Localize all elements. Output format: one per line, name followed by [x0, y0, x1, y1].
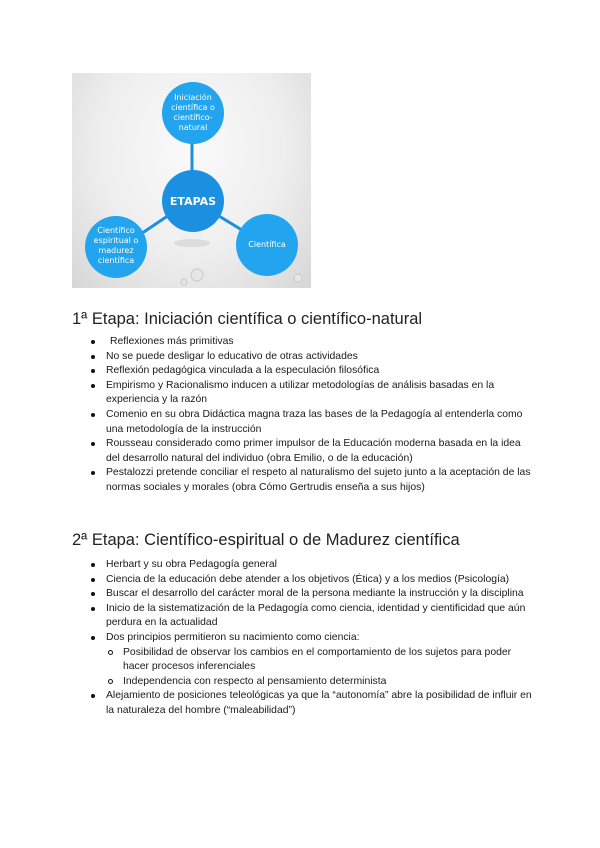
list-item: Inicio de la sistematización de la Pedagogía como ciencia, identidad y cientificidad que aún perdura en la actualidad: [88, 602, 533, 631]
sublist-item: Independencia con respecto al pensamiento determinista: [88, 675, 533, 690]
section1-title: 1ª Etapa: Iniciación científica o científico-natural: [72, 310, 423, 328]
section2-sublist: [88, 646, 533, 690]
list-item: No se puede desligar lo educativo de otras actividades: [88, 350, 533, 365]
list-item: Pestalozzi pretende conciliar el respeto al naturalismo del sujeto junto a la aceptación de las normas sociales y morales (obra Cómo Gertrudis enseña a sus hijos): [88, 466, 533, 495]
diagram-label-top: Iniciación científica o científico-natural: [171, 93, 215, 132]
list-item: Dos principios permitieron su nacimiento como ciencia:: [88, 631, 533, 646]
list-item: Reflexiones más primitivas: [88, 335, 533, 350]
list-item: Ciencia de la educación debe atender a los objetivos (Ética) y a los medios (Psicología): [88, 573, 533, 588]
list-item: Comenio en su obra Didáctica magna traza las bases de la Pedagogía al entenderla como una metodología de la instrucción: [88, 408, 533, 437]
diagram-label-center: ETAPAS: [169, 195, 217, 208]
etapas-diagram: [72, 73, 311, 288]
section1-list: [88, 335, 533, 496]
list-item: Reflexión pedagógica vinculada a la especulación filosófica: [88, 364, 533, 379]
list-item: Buscar el desarrollo del carácter moral de la persona mediante la instrucción y la disciplina: [88, 587, 533, 602]
list-item: Herbart y su obra Pedagogía general: [88, 558, 533, 573]
sublist-container: [88, 646, 533, 690]
list-item: Empirismo y Racionalismo inducen a utilizar metodologías de análisis basadas en la experiencia y la razón: [88, 379, 533, 408]
list-item: Alejamiento de posiciones teleológicas ya que la “autonomía” abre la posibilidad de influir en la naturaleza del hombre (“maleabilidad”): [88, 689, 533, 718]
sublist-item: Posibilidad de observar los cambios en el comportamiento de los sujetos para poder hacer procesos inferenciales: [88, 646, 533, 675]
diagram-label-right: Científica: [248, 240, 286, 249]
list-item: Rousseau considerado como primer impulsor de la Educación moderna basada en la idea del desarrollo natural del individuo (obra Emilio, o de la educación): [88, 437, 533, 466]
diagram-label-left: Científico espiritual o madurez científica: [93, 226, 139, 265]
section2-title: 2ª Etapa: Científico-espiritual o de Madurez científica: [72, 531, 460, 549]
section2-list: [88, 558, 533, 719]
